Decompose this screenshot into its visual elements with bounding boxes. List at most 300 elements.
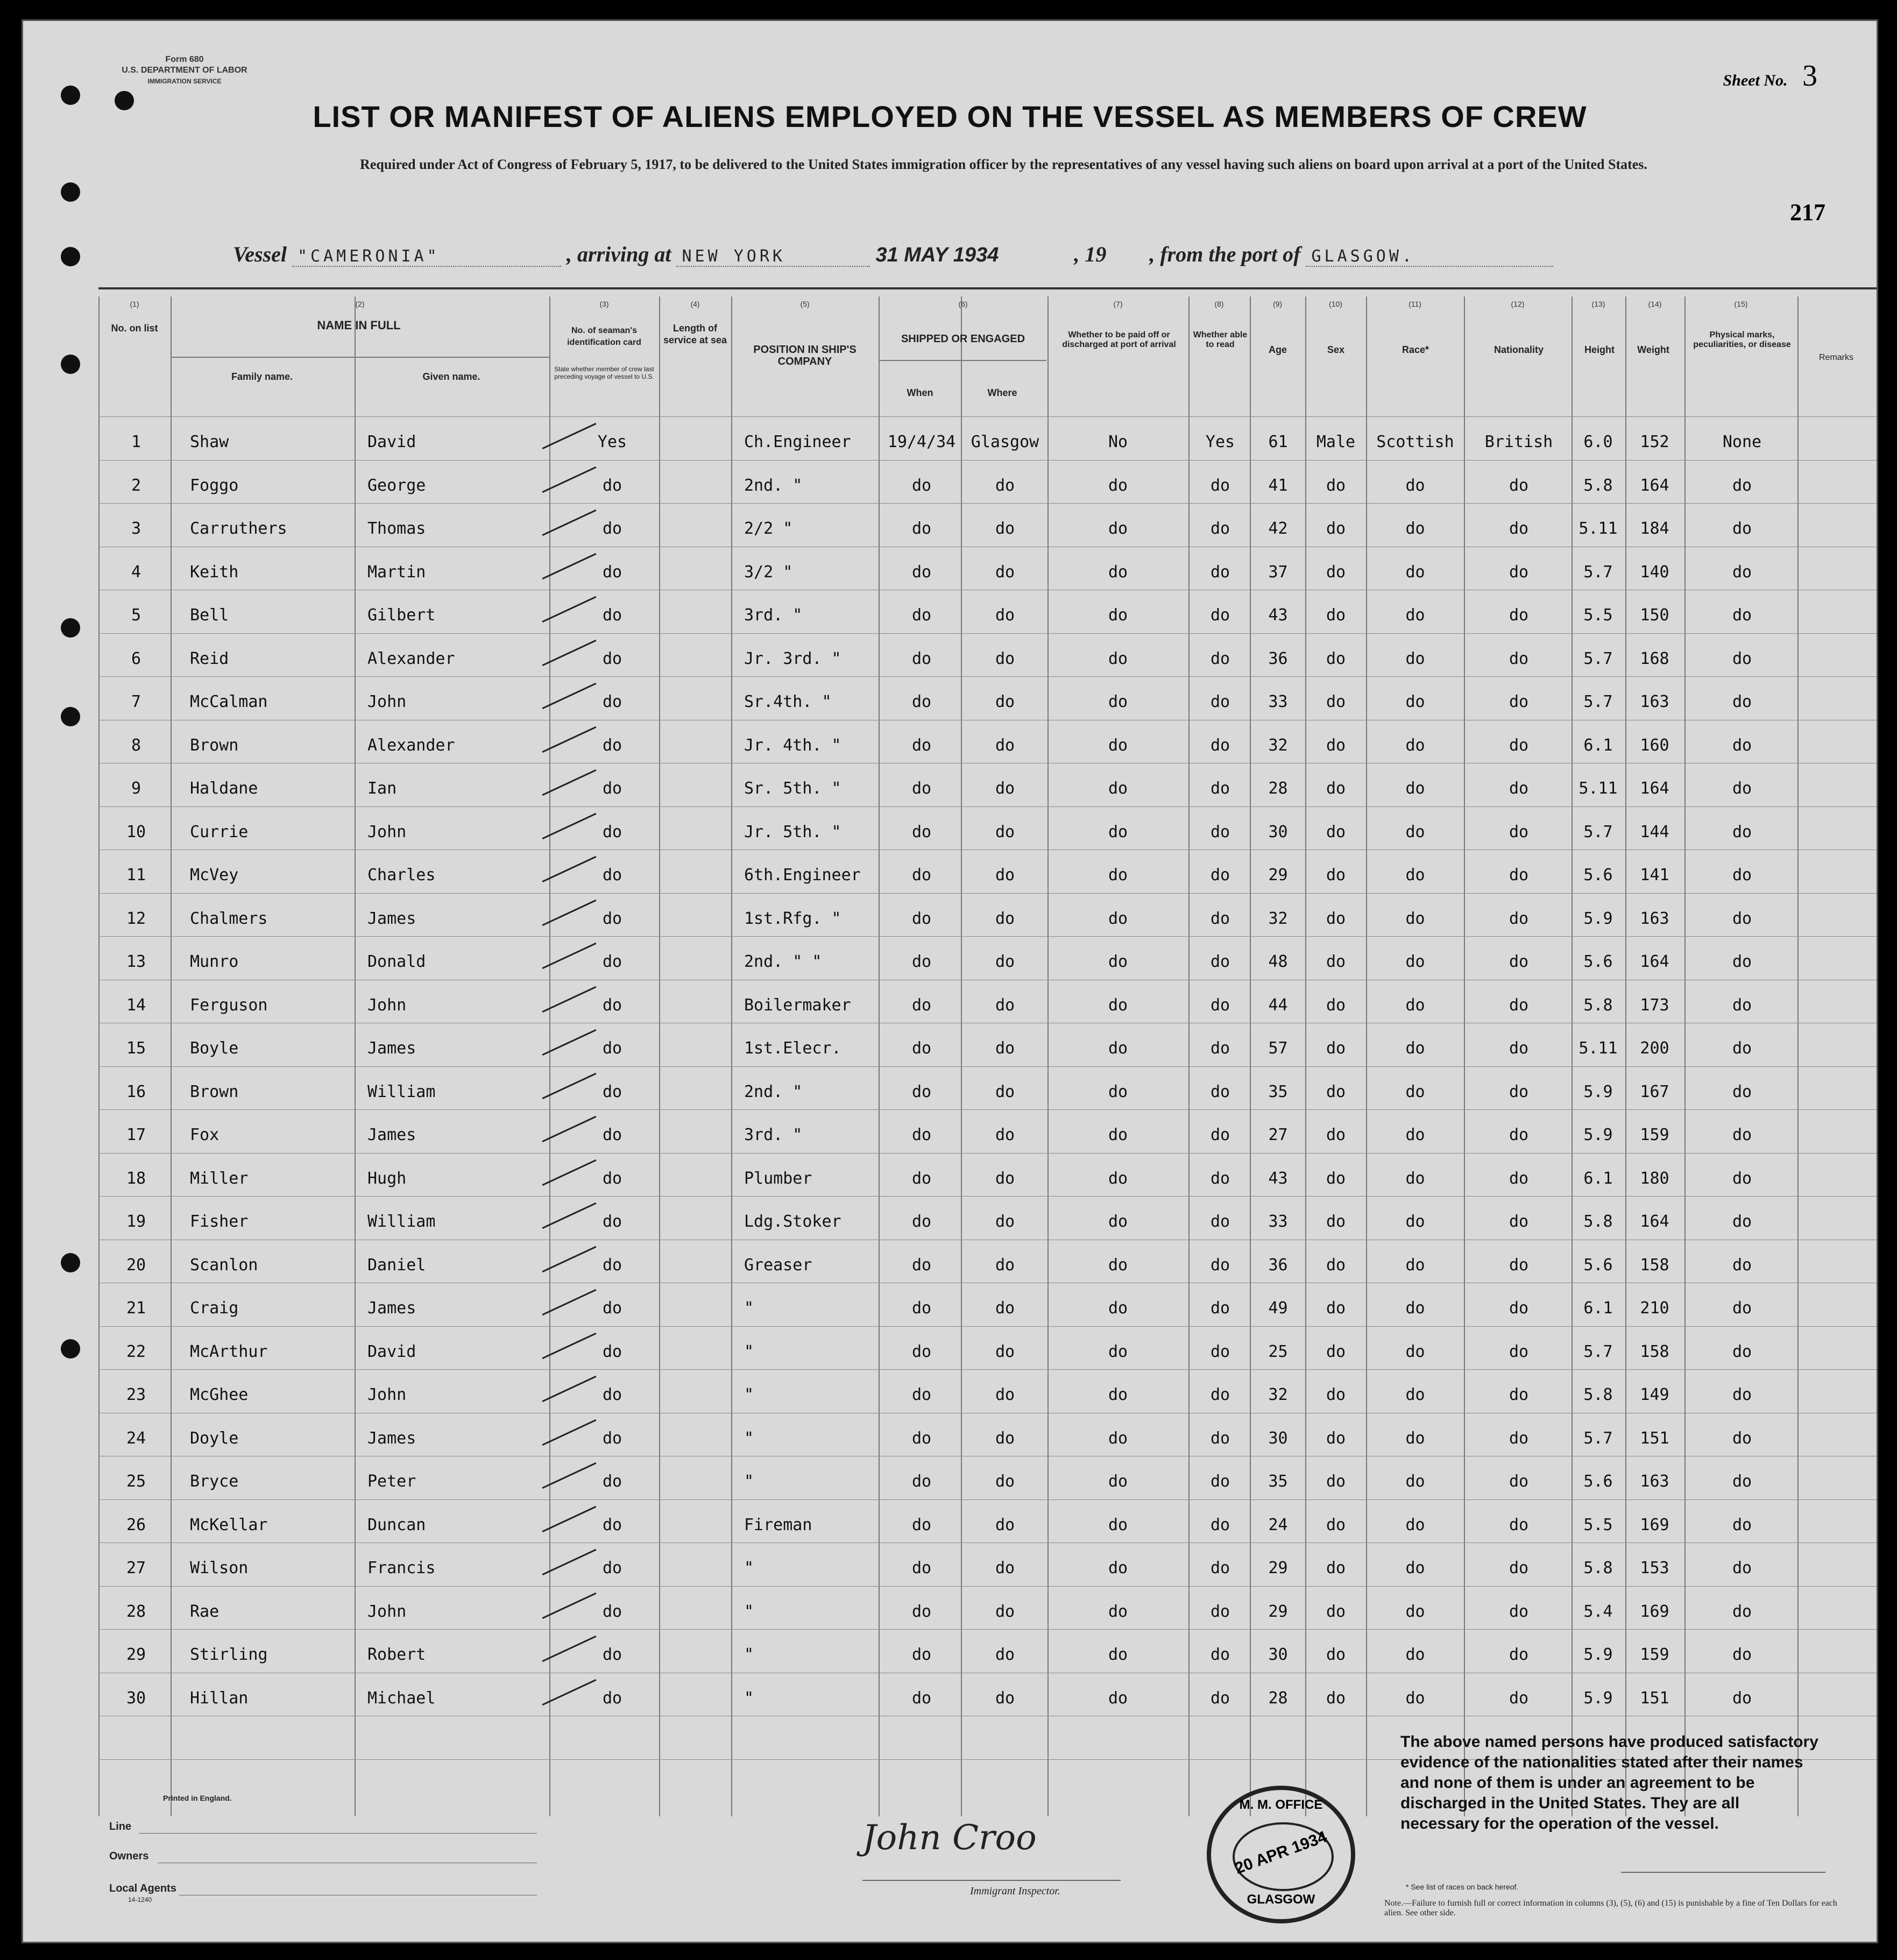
header-name-in-full: NAME IN FULL (317, 319, 401, 332)
cell-no: 8 (131, 735, 141, 755)
cell-height: 5.5 (1583, 1515, 1613, 1534)
cell-height: 5.7 (1583, 562, 1613, 582)
cell-height: 5.7 (1583, 1428, 1613, 1448)
cell-sex: do (1326, 866, 1346, 885)
form-tag (88, 54, 281, 87)
cell-race: Scottish (1376, 433, 1454, 451)
column-rule (355, 296, 356, 1816)
cell-paid: do (1108, 866, 1128, 885)
cell-height: 5.8 (1583, 476, 1613, 495)
cell-given: George (367, 476, 426, 495)
cell-sex: do (1326, 1645, 1346, 1664)
cell-paid: do (1108, 1299, 1128, 1318)
cell-family: Wilson (190, 1559, 249, 1577)
header-family-name: Family name. (231, 371, 293, 382)
cell-age: 30 (1268, 1428, 1288, 1448)
cell-position: Ldg.Stoker (744, 1212, 841, 1231)
cell-position: 1st.Elecr. (744, 1039, 841, 1058)
punch-hole (61, 1339, 80, 1358)
cell-where: do (995, 1169, 1015, 1188)
cell-where: do (995, 909, 1015, 928)
cell-physical: do (1732, 952, 1752, 971)
header-sex: Sex (1327, 344, 1345, 355)
cell-nationality: do (1509, 1602, 1529, 1621)
header-paid-off: Whether to be paid off or discharged at port of arrival (1062, 330, 1176, 349)
cell-where: do (995, 735, 1015, 755)
header-shipped: SHIPPED OR ENGAGED (901, 333, 1025, 345)
cell-nationality: do (1509, 909, 1529, 928)
cell-sex: do (1326, 1039, 1346, 1058)
cell-weight: 158 (1640, 1255, 1669, 1275)
cell-where: do (995, 1299, 1015, 1318)
cell-when: do (911, 1212, 932, 1231)
cell-race: do (1405, 866, 1425, 885)
row-rule (98, 936, 1877, 937)
cell-no: 9 (131, 779, 141, 798)
cell-family: Hillan (190, 1688, 249, 1708)
cell-when: do (911, 606, 932, 625)
cell-given: Gilbert (367, 606, 436, 625)
cell-age: 32 (1268, 735, 1288, 755)
row-rule (98, 806, 1877, 807)
cell-race: do (1405, 562, 1425, 582)
cell-when: do (911, 735, 932, 755)
cell-no: 29 (126, 1645, 146, 1664)
header-able-read: Whether able to read (1193, 330, 1248, 349)
cell-given: John (367, 1385, 407, 1404)
cell-race: do (1405, 995, 1425, 1015)
cell-family: Currie (190, 822, 249, 841)
cell-family: Brown (190, 735, 239, 755)
cell-when: do (911, 1082, 932, 1101)
cell-physical: do (1732, 995, 1752, 1015)
column-rule (171, 296, 172, 1816)
cell-where: Glasgow (971, 433, 1039, 451)
cell-sex: do (1326, 822, 1346, 841)
cell-nationality: do (1509, 519, 1529, 538)
cell-read: do (1210, 1428, 1230, 1448)
cell-sex: do (1326, 1082, 1346, 1101)
cell-when: do (911, 822, 932, 841)
cell-sex: do (1326, 562, 1346, 582)
cell-nationality: do (1509, 1299, 1529, 1318)
cell-paid: do (1108, 1472, 1128, 1491)
cell-paid: do (1108, 1082, 1128, 1101)
cell-family: McKellar (190, 1515, 268, 1534)
column-rule (1366, 296, 1367, 1816)
cell-nationality: do (1509, 866, 1529, 885)
header-age: Age (1268, 344, 1287, 355)
cell-weight: 169 (1640, 1515, 1669, 1534)
cell-race: do (1405, 1039, 1425, 1058)
header-where: Where (987, 387, 1017, 398)
cell-given: David (367, 1342, 416, 1361)
cell-weight: 141 (1640, 866, 1669, 885)
cell-when: do (911, 1039, 932, 1058)
cell-physical: do (1732, 1515, 1752, 1534)
cell-nationality: do (1509, 1126, 1529, 1144)
cell-age: 41 (1268, 476, 1288, 495)
cell-family: Bryce (190, 1472, 239, 1491)
cell-height: 6.0 (1583, 433, 1613, 451)
cell-weight: 160 (1640, 735, 1669, 755)
cell-race: do (1405, 606, 1425, 625)
cell-race: do (1405, 779, 1425, 798)
cell-where: do (995, 779, 1015, 798)
cell-sex: do (1326, 1688, 1346, 1708)
cell-no: 24 (126, 1428, 146, 1448)
cell-weight: 159 (1640, 1645, 1669, 1664)
cell-sex: do (1326, 735, 1346, 755)
cell-sex: do (1326, 606, 1346, 625)
cell-no: 23 (126, 1385, 146, 1404)
cell-race: do (1405, 1688, 1425, 1708)
agents-label: Local Agents (109, 1883, 176, 1894)
cell-nationality: do (1509, 1342, 1529, 1361)
column-number: (12) (1511, 300, 1525, 308)
cell-no: 3 (131, 519, 141, 538)
cell-no: 20 (126, 1255, 146, 1275)
cell-family: Ferguson (190, 995, 268, 1015)
cell-physical: do (1732, 909, 1752, 928)
cell-paid: do (1108, 1385, 1128, 1404)
cell-race: do (1405, 1515, 1425, 1534)
row-rule (98, 1109, 1877, 1110)
cell-family: Keith (190, 562, 239, 582)
mm-office-stamp (1207, 1786, 1355, 1923)
cell-age: 25 (1268, 1342, 1288, 1361)
row-rule (98, 503, 1877, 504)
cell-height: 6.1 (1583, 735, 1613, 755)
cell-family: McArthur (190, 1342, 268, 1361)
cell-family: McGhee (190, 1385, 249, 1404)
cell-read: do (1210, 1255, 1230, 1275)
cell-given: John (367, 822, 407, 841)
column-rule (1188, 296, 1190, 1816)
cell-paid: do (1108, 1559, 1128, 1577)
cell-height: 5.11 (1579, 519, 1618, 538)
cell-given: Charles (367, 866, 436, 885)
cell-when: do (911, 1515, 932, 1534)
row-rule (98, 1196, 1877, 1197)
cell-physical: do (1732, 1688, 1752, 1708)
cell-nationality: do (1509, 1688, 1529, 1708)
cell-where: do (995, 1688, 1015, 1708)
cell-height: 5.8 (1583, 1559, 1613, 1577)
cell-height: 5.11 (1579, 1039, 1618, 1058)
inspector-rule (862, 1880, 1121, 1881)
cell-physical: do (1732, 692, 1752, 711)
arriving-port: NEW YORK (676, 247, 870, 267)
column-number: (14) (1648, 300, 1662, 308)
cell-given: Martin (367, 562, 426, 582)
cell-no: 11 (126, 866, 146, 885)
cell-sex: do (1326, 1169, 1346, 1188)
cell-read: do (1210, 519, 1230, 538)
cell-given: David (367, 433, 416, 451)
cell-height: 5.6 (1583, 952, 1613, 971)
column-number: (3) (599, 300, 609, 308)
cell-family: Boyle (190, 1039, 239, 1058)
cell-weight: 140 (1640, 562, 1669, 582)
cell-age: 32 (1268, 909, 1288, 928)
nationality-declaration: The above named persons have produced satisfactory evidence of the nationalities stated after their names and none of them is under an agreement to be discharged in the United States. They are all necessary for the operation of the vessel. (1400, 1733, 1818, 1832)
cell-no: 25 (126, 1472, 146, 1491)
cell-card: do (602, 1385, 622, 1404)
cell-paid: do (1108, 1169, 1128, 1188)
cell-card: do (602, 1472, 622, 1491)
cell-where: do (995, 1385, 1015, 1404)
cell-weight: 159 (1640, 1126, 1669, 1144)
cell-card: do (602, 866, 622, 885)
cell-race: do (1405, 1472, 1425, 1491)
cell-when: 19/4/34 (887, 433, 956, 451)
row-rule (98, 1499, 1877, 1500)
cell-nationality: do (1509, 1212, 1529, 1231)
cell-given: Hugh (367, 1169, 407, 1188)
cell-read: do (1210, 649, 1230, 668)
cell-sex: do (1326, 519, 1346, 538)
header-when: When (907, 387, 933, 398)
cell-physical: do (1732, 735, 1752, 755)
cell-height: 5.9 (1583, 1126, 1613, 1144)
column-rule (731, 296, 732, 1816)
cell-nationality: do (1509, 1428, 1529, 1448)
column-number: (9) (1272, 300, 1283, 308)
cell-card: do (602, 606, 622, 625)
cell-weight: 180 (1640, 1169, 1669, 1188)
cell-weight: 200 (1640, 1039, 1669, 1058)
cell-when: do (911, 692, 932, 711)
cell-physical: do (1732, 1299, 1752, 1318)
column-number: (7) (1113, 300, 1123, 308)
cell-physical: do (1732, 1255, 1752, 1275)
cell-no: 14 (126, 995, 146, 1015)
cell-family: Brown (190, 1082, 239, 1101)
cell-physical: do (1732, 1602, 1752, 1621)
cell-paid: do (1108, 822, 1128, 841)
column-rule (659, 296, 660, 1816)
column-rule (1250, 296, 1251, 1816)
header-no-on-list: No. on list (111, 323, 158, 334)
cell-family: Bell (190, 606, 229, 625)
cell-given: William (367, 1082, 436, 1101)
cell-paid: do (1108, 649, 1128, 668)
cell-no: 2 (131, 476, 141, 495)
header-position: POSITION IN SHIP'S COMPANY (753, 344, 857, 367)
cell-nationality: do (1509, 995, 1529, 1015)
cell-read: do (1210, 1515, 1230, 1534)
cell-family: Rae (190, 1602, 220, 1621)
cell-paid: do (1108, 1428, 1128, 1448)
cell-weight: 210 (1640, 1299, 1669, 1318)
cell-card: do (602, 1126, 622, 1144)
header-given-name: Given name. (422, 371, 480, 382)
cell-no: 1 (131, 433, 141, 451)
cell-position: " (744, 1645, 754, 1664)
cell-position: " (744, 1688, 754, 1708)
cell-card: do (602, 779, 622, 798)
cell-sex: do (1326, 1428, 1346, 1448)
cell-age: 36 (1268, 649, 1288, 668)
cell-height: 5.8 (1583, 1385, 1613, 1404)
row-rule (98, 1629, 1877, 1630)
cell-read: Yes (1205, 433, 1235, 451)
cell-nationality: do (1509, 1385, 1529, 1404)
cell-age: 30 (1268, 1645, 1288, 1664)
cell-weight: 164 (1640, 476, 1669, 495)
cell-given: Alexander (367, 649, 455, 668)
cell-no: 26 (126, 1515, 146, 1534)
cell-position: " (744, 1299, 754, 1318)
cell-physical: do (1732, 1385, 1752, 1404)
cell-given: Michael (367, 1688, 436, 1708)
cell-physical: do (1732, 1342, 1752, 1361)
cell-when: do (911, 1299, 932, 1318)
cell-age: 33 (1268, 1212, 1288, 1231)
cell-height: 5.7 (1583, 1342, 1613, 1361)
cell-read: do (1210, 1299, 1230, 1318)
cell-sex: do (1326, 1472, 1346, 1491)
cell-card: do (602, 1645, 622, 1664)
cell-given: James (367, 1126, 416, 1144)
cell-read: do (1210, 1169, 1230, 1188)
cell-race: do (1405, 1126, 1425, 1144)
cell-height: 5.6 (1583, 866, 1613, 885)
cell-race: do (1405, 692, 1425, 711)
cell-no: 7 (131, 692, 141, 711)
cell-where: do (995, 1255, 1015, 1275)
cell-paid: do (1108, 606, 1128, 625)
cell-position: " (744, 1342, 754, 1361)
cell-where: do (995, 1126, 1015, 1144)
cell-position: Sr. 5th. " (744, 779, 841, 798)
punch-hole (61, 1253, 80, 1272)
cell-position: Jr. 4th. " (744, 735, 841, 755)
cell-race: do (1405, 1169, 1425, 1188)
stamp-top-text: M. M. OFFICE (1239, 1798, 1323, 1812)
cell-family: Doyle (190, 1428, 239, 1448)
column-rule (1684, 296, 1686, 1816)
cell-family: McCalman (190, 692, 268, 711)
cell-race: do (1405, 519, 1425, 538)
cell-read: do (1210, 1342, 1230, 1361)
cell-age: 35 (1268, 1472, 1288, 1491)
cell-card: do (602, 562, 622, 582)
cell-read: do (1210, 866, 1230, 885)
cell-paid: do (1108, 562, 1128, 582)
cell-height: 5.11 (1579, 779, 1618, 798)
cell-age: 43 (1268, 1169, 1288, 1188)
form-code: 14-1240 (128, 1896, 152, 1904)
cell-physical: do (1732, 1169, 1752, 1188)
column-number: (2) (355, 300, 365, 308)
cell-where: do (995, 649, 1015, 668)
cell-weight: 169 (1640, 1602, 1669, 1621)
cell-where: do (995, 1082, 1015, 1101)
cell-no: 18 (126, 1169, 146, 1188)
row-rule (98, 1153, 1877, 1154)
cell-physical: do (1732, 562, 1752, 582)
cell-age: 28 (1268, 1688, 1288, 1708)
cell-physical: do (1732, 1039, 1752, 1058)
cell-nationality: do (1509, 692, 1529, 711)
cell-when: do (911, 1126, 932, 1144)
cell-age: 32 (1268, 1385, 1288, 1404)
cell-race: do (1405, 909, 1425, 928)
cell-card: do (602, 822, 622, 841)
cell-physical: do (1732, 1212, 1752, 1231)
cell-where: do (995, 995, 1015, 1015)
cell-paid: do (1108, 1126, 1128, 1144)
cell-when: do (911, 1169, 932, 1188)
cell-sex: do (1326, 1342, 1346, 1361)
cell-sex: do (1326, 1255, 1346, 1275)
cell-card: do (602, 1169, 622, 1188)
vessel-name: "CAMERONIA" (292, 247, 561, 267)
shipped-header-rule (880, 360, 1046, 361)
owners-label: Owners (109, 1850, 149, 1862)
cell-read: do (1210, 1082, 1230, 1101)
cell-weight: 152 (1640, 433, 1669, 451)
cell-no: 22 (126, 1342, 146, 1361)
cell-race: do (1405, 476, 1425, 495)
punch-hole (61, 355, 80, 374)
cell-no: 17 (126, 1126, 146, 1144)
column-rule (1797, 296, 1799, 1816)
cell-nationality: British (1484, 433, 1553, 451)
cell-when: do (911, 1602, 932, 1621)
cell-position: Plumber (744, 1169, 812, 1188)
cell-read: do (1210, 735, 1230, 755)
cell-position: " (744, 1559, 754, 1577)
cell-where: do (995, 866, 1015, 885)
cell-no: 5 (131, 606, 141, 625)
cell-read: do (1210, 562, 1230, 582)
cell-when: do (911, 476, 932, 495)
row-rule (98, 460, 1877, 461)
cell-when: do (911, 519, 932, 538)
cell-sex: do (1326, 1602, 1346, 1621)
cell-position: " (744, 1385, 754, 1404)
cell-where: do (995, 519, 1015, 538)
year-label: , 19 (1074, 242, 1107, 266)
cell-paid: do (1108, 1645, 1128, 1664)
cell-age: 28 (1268, 779, 1288, 798)
cell-paid: do (1108, 909, 1128, 928)
cell-height: 5.9 (1583, 1688, 1613, 1708)
cell-weight: 164 (1640, 1212, 1669, 1231)
header-physical-marks: Physical marks, peculiarities, or disease (1693, 330, 1791, 349)
cell-no: 15 (126, 1039, 146, 1058)
cell-card: do (602, 1299, 622, 1318)
cell-when: do (911, 649, 932, 668)
cell-when: do (911, 1428, 932, 1448)
line-rule (139, 1833, 537, 1834)
cell-where: do (995, 606, 1015, 625)
cell-weight: 163 (1640, 1472, 1669, 1491)
table-top-rule (98, 287, 1877, 289)
cell-when: do (911, 909, 932, 928)
cell-paid: do (1108, 995, 1128, 1015)
cell-no: 4 (131, 562, 141, 582)
stamp-date: 20 APR 1934 (1233, 1828, 1329, 1878)
cell-card: do (602, 519, 622, 538)
cell-no: 6 (131, 649, 141, 668)
cell-paid: do (1108, 1688, 1128, 1708)
cell-given: Ian (367, 779, 397, 798)
cell-read: do (1210, 1039, 1230, 1058)
